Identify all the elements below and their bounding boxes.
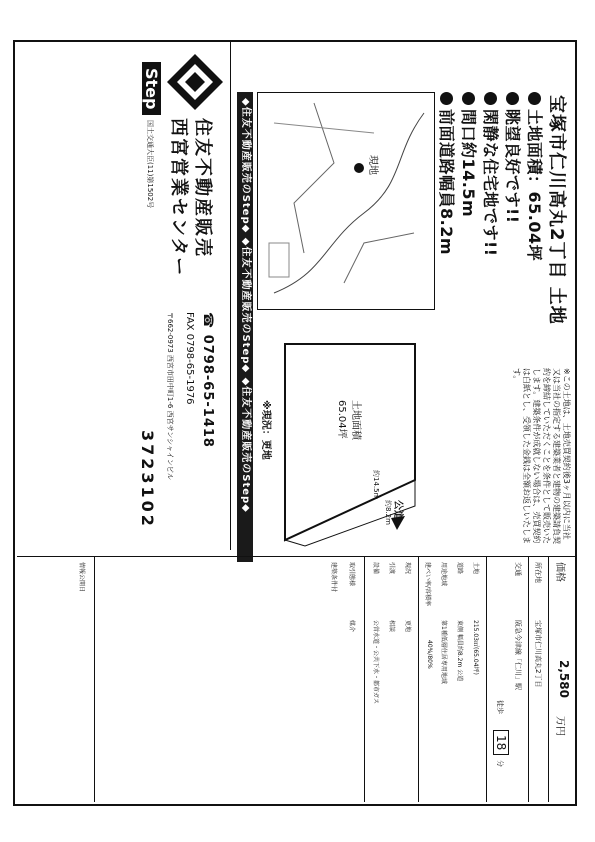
remarks: 建築条件付 bbox=[330, 562, 337, 593]
map-site-label: 現地 bbox=[367, 155, 378, 175]
spec-row-line bbox=[528, 556, 529, 802]
road-value: 東側 幅員約8.2m 公道 bbox=[456, 620, 463, 682]
delivery-label: 引渡 bbox=[388, 562, 395, 575]
status-value: 更地 bbox=[404, 620, 411, 633]
price-value: 2,580 bbox=[557, 660, 571, 698]
spec-footer: 情報公開日 bbox=[78, 562, 85, 593]
feature-text: 眺望良好です!! bbox=[503, 109, 522, 224]
spec-divider bbox=[17, 556, 577, 557]
company-divider bbox=[230, 42, 231, 550]
delivery-value: 相談 bbox=[388, 620, 395, 633]
plot-diagram bbox=[259, 330, 435, 552]
zoning-value: 第1種低層住居専用地域 bbox=[440, 620, 447, 684]
location-label: 所在地 bbox=[534, 562, 542, 583]
spec-row-line bbox=[548, 556, 549, 802]
plot-road-width: 約8.2m bbox=[384, 500, 392, 525]
property-title: 宝塚市仁川高丸2丁目 土地 bbox=[546, 95, 567, 325]
spec-row-line bbox=[364, 556, 365, 802]
bullet-icon bbox=[484, 92, 497, 105]
feature-view bbox=[502, 92, 525, 224]
promo-banner: ◆住友不動産販売のStep◆ ◆住友不動産販売のStep◆ ◆住友不動産販売のStep◆ bbox=[237, 92, 253, 562]
feature-road-width bbox=[436, 92, 459, 255]
feature-frontage bbox=[458, 92, 481, 217]
facilities-value: 公営水道・公共下水・都市ガス bbox=[372, 620, 379, 705]
walk-minutes: 18 bbox=[493, 730, 509, 755]
feature-text: 前面道路幅員8.2m bbox=[437, 109, 456, 256]
feature-text: 土地面積：65.04坪 bbox=[525, 109, 544, 262]
company-fax: FAX 0798-65-1976 bbox=[184, 312, 195, 405]
plot-frontage: 約14.5m bbox=[372, 470, 380, 500]
brand-badge: Step bbox=[142, 62, 161, 115]
plot-area-value: 65.04坪 bbox=[336, 400, 347, 439]
land-label: 土地 bbox=[472, 562, 479, 575]
site-marker-icon bbox=[354, 163, 364, 173]
plot-status: ※現況：更地 bbox=[260, 400, 271, 460]
feature-text: 閑静な住宅地です!! bbox=[481, 109, 500, 257]
map-lines bbox=[258, 93, 434, 309]
transport-value: 阪急今津線「仁川」駅 bbox=[514, 620, 522, 690]
spec-row-line bbox=[486, 556, 487, 802]
spec-row-line bbox=[418, 556, 419, 802]
location-map bbox=[257, 92, 435, 310]
reference-number: 3723102 bbox=[138, 430, 157, 529]
feature-land-area bbox=[524, 92, 547, 261]
walk-unit: 分 bbox=[496, 760, 504, 767]
bullet-icon bbox=[440, 92, 453, 105]
price-label: 価格 bbox=[554, 562, 565, 582]
road-label: 道路 bbox=[456, 562, 463, 575]
company-tel: ☎ 0798-65-1418 bbox=[200, 312, 215, 448]
terms-label: 取引態様 bbox=[348, 562, 355, 587]
land-value: 215.03㎡(65.04坪) bbox=[472, 620, 479, 675]
status-label: 現況 bbox=[404, 562, 411, 575]
feature-quiet bbox=[480, 92, 503, 257]
transport-label: 交通 bbox=[514, 562, 522, 576]
location-value: 宝塚市仁川高丸2丁目 bbox=[534, 620, 542, 688]
price-unit: 万円 bbox=[554, 716, 565, 736]
spec-row-line bbox=[94, 556, 95, 802]
zoning-label: 用途地域 bbox=[440, 562, 447, 587]
facilities-label: 設備 bbox=[372, 562, 379, 575]
condition-note: ※この土地は、土地売買契約後3ヶ月以内に当社又は当社の指定する建築業者と建物の建築請負契約を締結していただくことを条件として販売いたします。建築条件が成就しない場合は、売買契約は白紙とし、受領した金銭は全額お返しいたします。 bbox=[512, 368, 571, 544]
company-branch: 西宮営業センター bbox=[168, 118, 189, 278]
license-number: 国土交通大臣(11)第1502号 bbox=[146, 120, 154, 209]
coverage-value: 40%/80% bbox=[426, 640, 433, 669]
feature-text: 間口約14.5m bbox=[459, 109, 478, 218]
bullet-icon bbox=[528, 92, 541, 105]
bullet-icon bbox=[462, 92, 475, 105]
company-logo-icon bbox=[165, 52, 225, 112]
plot-road-label: 公道 bbox=[392, 500, 403, 520]
company-name: 住友不動産販売 bbox=[192, 118, 213, 258]
bullet-icon bbox=[506, 92, 519, 105]
company-address: 〒662-0973 西宮市田中町1-6 西宮サンシャインビル bbox=[166, 312, 174, 480]
terms-value: 媒介 bbox=[348, 620, 355, 633]
plot-area-label: 土地面積 bbox=[350, 400, 361, 440]
coverage-label: 建ぺい率/容積率 bbox=[424, 562, 431, 607]
walk-label: 徒歩 bbox=[496, 700, 504, 714]
